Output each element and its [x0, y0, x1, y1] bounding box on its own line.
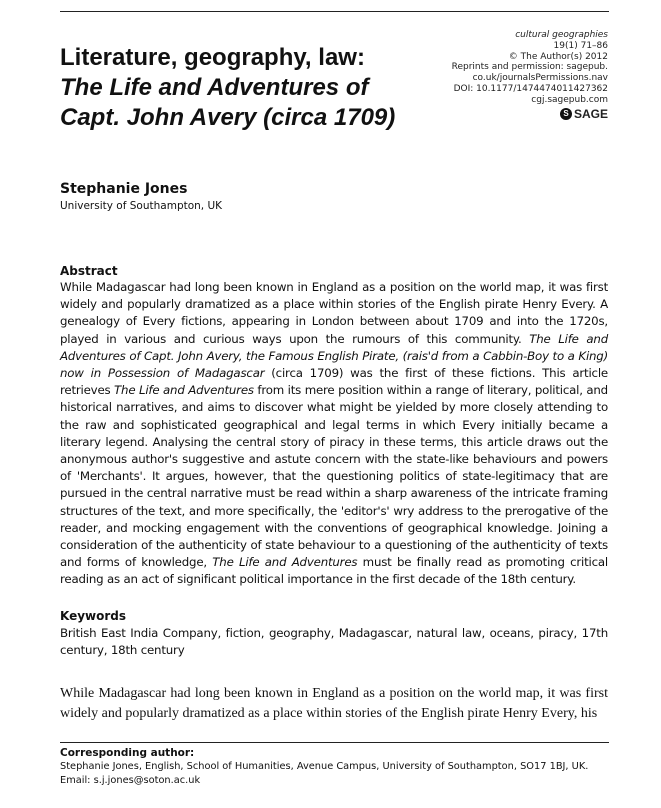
title-line-3: [60, 103, 440, 133]
publisher-logo: [452, 107, 608, 121]
abstract-part-1: While Madagascar had long been known in England as a position on the world map, it was first widely and popularly dramatized as a place within stories of the English pirate Henry Every. A genealogy of Every fictions, appearing in London between about 1709 and into the 1720s, played in various and curious ways upon the rumours of this community.: [60, 280, 608, 346]
abstract-paragraph: [60, 279, 608, 589]
abstract-part-2: (circa 1709) was the first of these fictions. This article retrieves: [60, 366, 608, 398]
corresponding-email[interactable]: Email: s.j.jones@soton.ac.uk: [60, 774, 201, 786]
title-line-1: Literature, geography, law:: [60, 44, 365, 71]
journal-name: cultural geographies: [515, 30, 608, 40]
title-line-3-text: Capt. John Avery (circa 1709): [60, 104, 396, 131]
journal-url[interactable]: cgj.sagepub.com: [531, 94, 608, 105]
sage-icon: S: [560, 108, 572, 120]
corresponding-author-details: [60, 760, 620, 787]
top-rule: [60, 11, 609, 12]
abstract-part-4: must be finally read as promoting critical reading as an act of significant political importance in the first decade of the 18th century.: [60, 555, 608, 587]
reprints-line-2[interactable]: co.uk/journalsPermissions.nav: [472, 73, 608, 84]
abstract-book-title: The Life and Adventures of Capt. John Avery, the Famous English Pirate, (rais'd from a Cabbin-Boy to a King) now in Possession of Madagascar: [60, 331, 608, 381]
abstract-part-3: from its mere position within a range of literary, political, and historical narratives, and aims to discover what might be yielded by more closely attending to the raw and sophisticated geographical and legal terms in which Every initially became a literary legend. Analysing the central story of piracy in these terms, this article draws out the anonymous author's suggestive and astute concern with the state-like behaviours and powers of 'Merchants'. It argues, however, that the questioning politics of state-legitimacy that are pursued in the central narrative must be read within a sharp awareness of the intricate framing structures of the text, and more specifically, the 'editor's' wry address to the prerogative of the reader, and mocking engagement with the conventions of geographical knowledge. Joining a consideration of the authenticity of state behaviour to a questioning of the authenticity of texts and forms of knowledge,: [60, 383, 608, 570]
author-name: Stephanie Jones: [60, 181, 188, 197]
keywords-heading: Keywords: [60, 609, 127, 623]
abstract-heading: Abstract: [60, 264, 118, 278]
author-affiliation: University of Southampton, UK: [60, 200, 223, 212]
article-title: [60, 43, 440, 133]
body-paragraph: While Madagascar had long been known in England as a position on the world map, it was first widely and popularly dramatized as a place within stories of the English pirate Henry Every, his: [60, 686, 608, 721]
doi-line[interactable]: DOI: 10.1177/1474474011427362: [453, 83, 608, 94]
abstract-body: [60, 279, 608, 589]
publisher-name: SAGE: [573, 106, 608, 121]
reprints-line-1: Reprints and permission: sagepub.: [451, 62, 608, 73]
copyright-line: © The Author(s) 2012: [508, 51, 608, 62]
abstract-short-title: The Life and Adventures: [114, 383, 254, 398]
corresponding-address: Stephanie Jones, English, School of Humanities, Avenue Campus, University of Southampton, SO17 1BJ, UK.: [60, 761, 589, 772]
keywords-list: British East India Company, fiction, geography, Madagascar, natural law, oceans, piracy, 17th century, 18th century: [60, 626, 608, 658]
footer-rule: [60, 742, 609, 743]
abstract-short-title-2: The Life and Adventures: [212, 555, 358, 570]
journal-volume: 19(1) 71–86: [553, 40, 608, 51]
title-line-2: The Life and Adventures of: [60, 74, 369, 101]
corresponding-author-heading: Corresponding author:: [60, 747, 195, 759]
journal-metadata: [452, 30, 608, 121]
